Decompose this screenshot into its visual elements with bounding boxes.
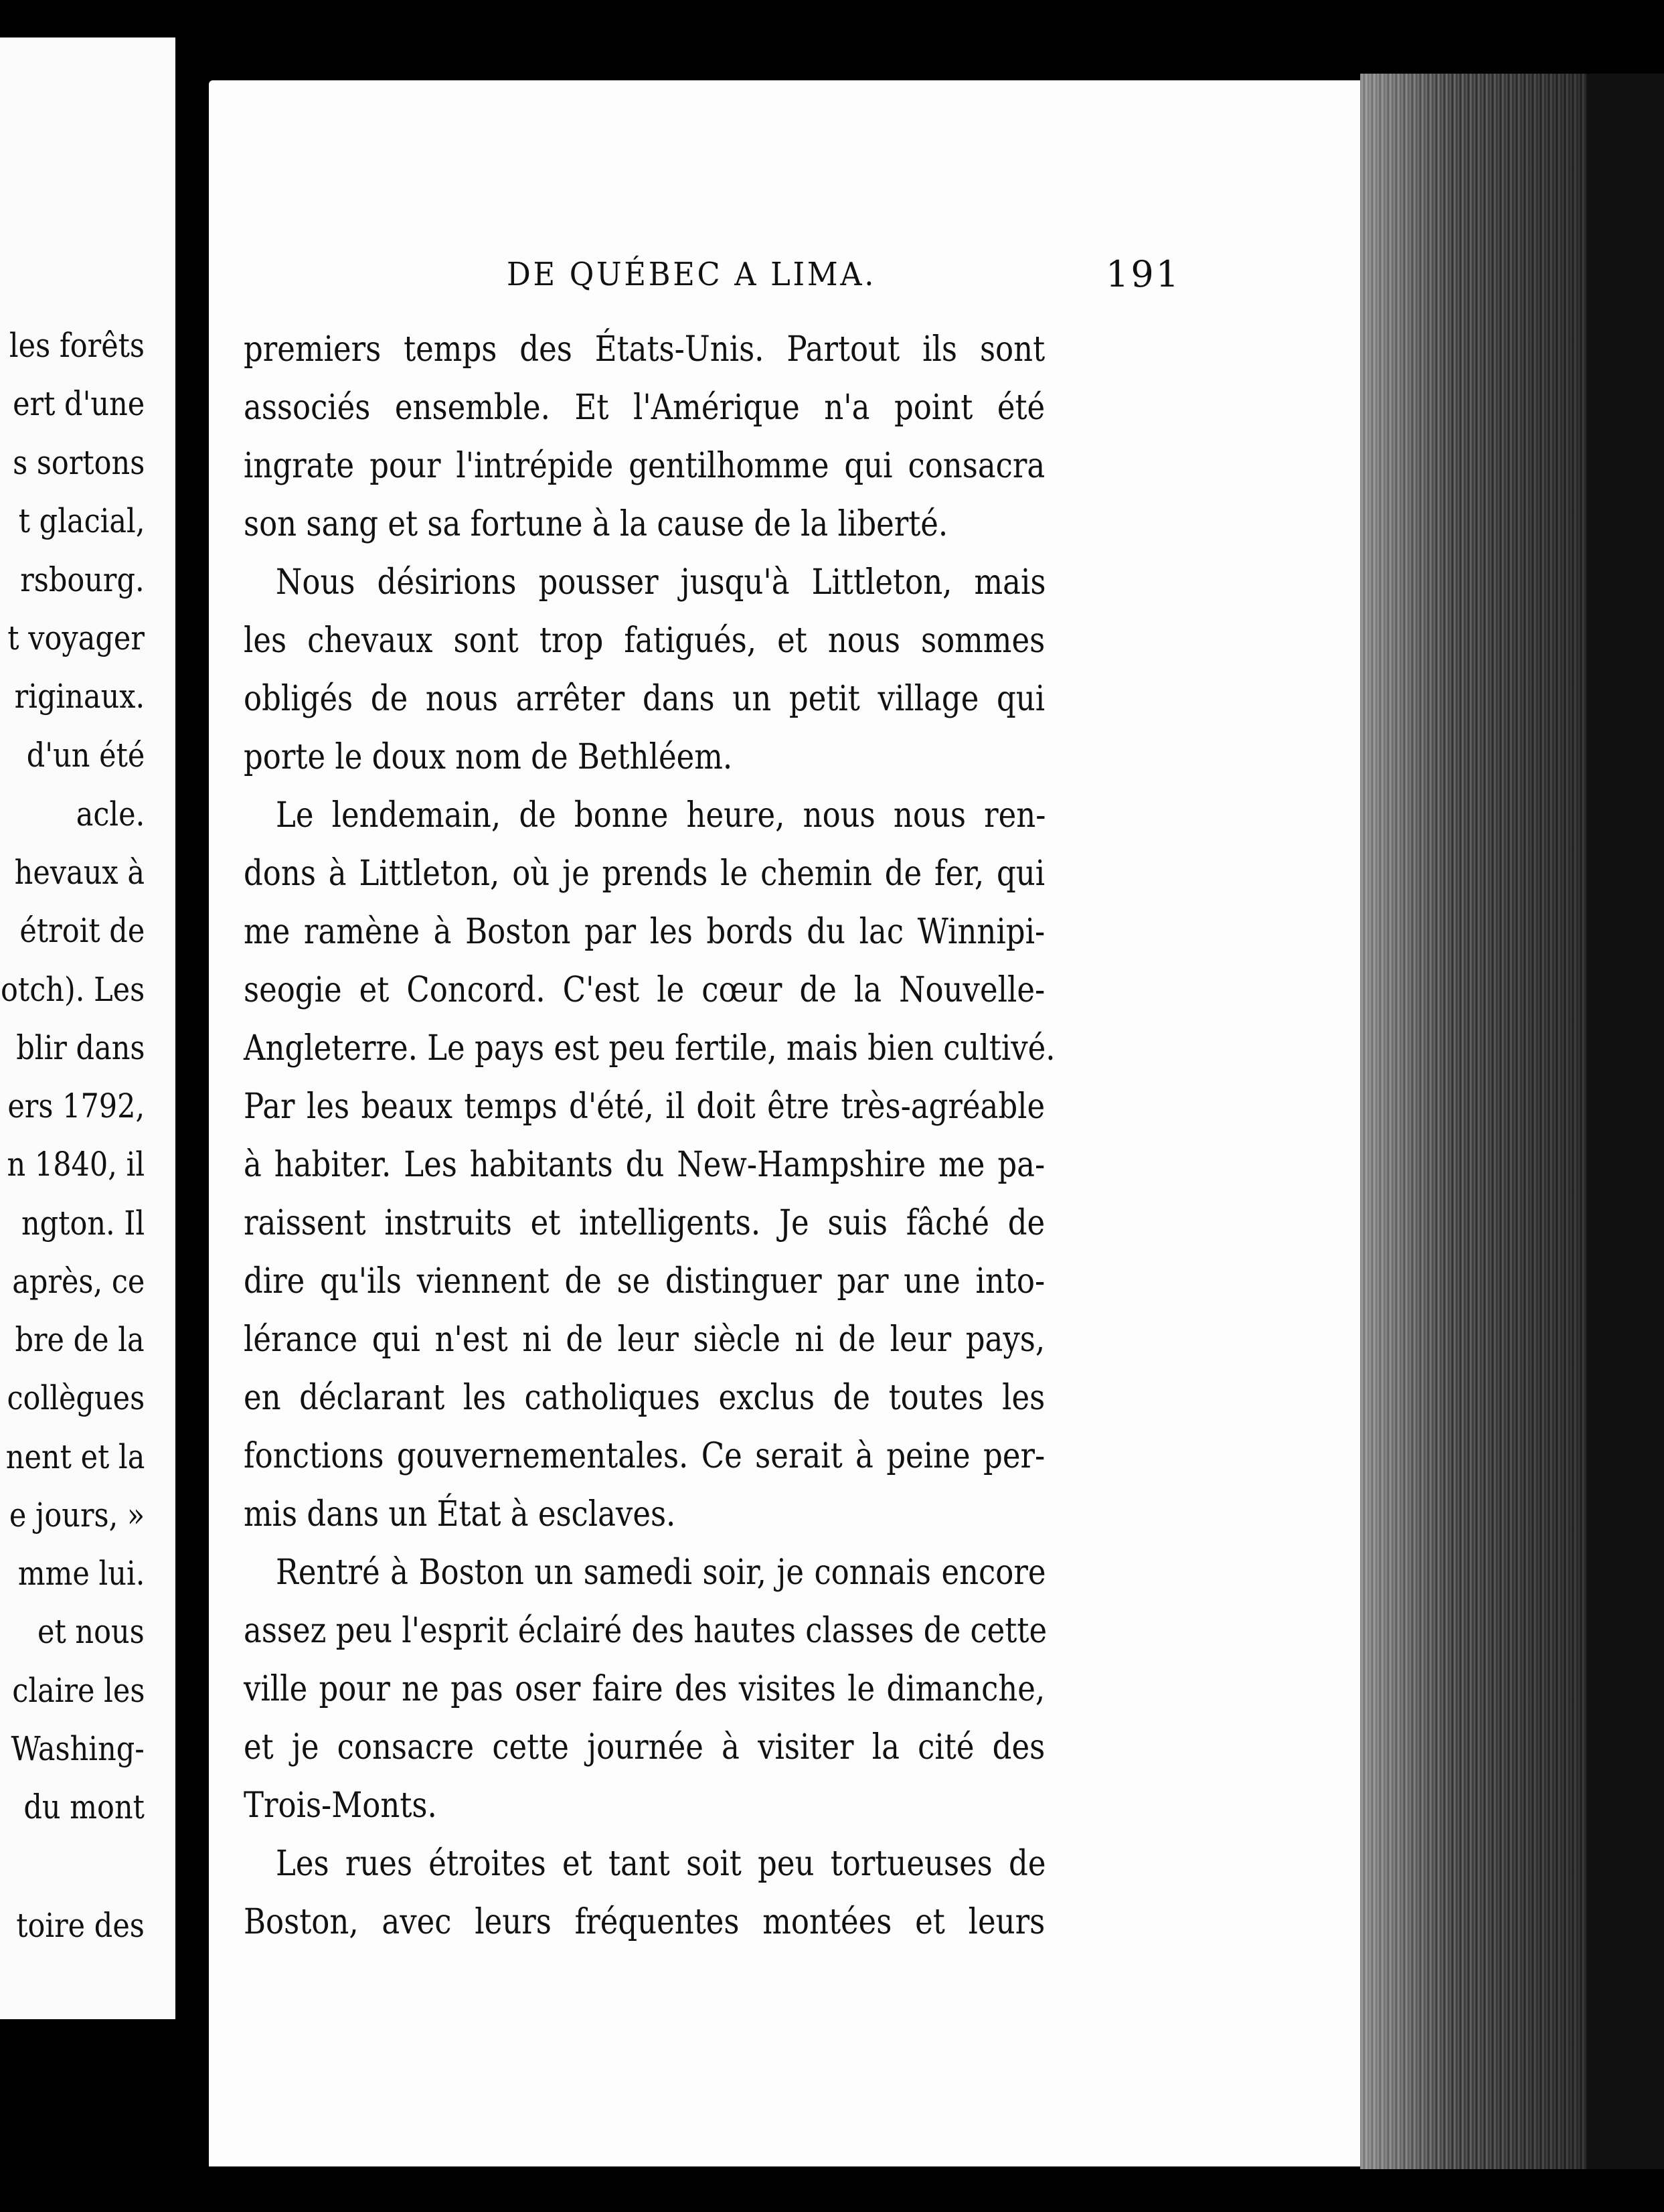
book-edge-shadow bbox=[1586, 74, 1664, 2169]
text-line: Par les beaux temps d'été, il doit être très-agréable bbox=[244, 1087, 1046, 1127]
text-line: Les rues étroites et tant soit peu tortueuses de bbox=[276, 1844, 1046, 1884]
text-line: lérance qui n'est ni de leur siècle ni de leur pays, bbox=[244, 1320, 1046, 1360]
text-line: dire qu'ils viennent de se distinguer par une into- bbox=[244, 1261, 1046, 1301]
page-number: 191 bbox=[1106, 253, 1181, 295]
text-line: les chevaux sont trop fatigués, et nous sommes bbox=[244, 621, 1046, 661]
text-line: raissent instruits et intelligents. Je suis fâché de bbox=[244, 1203, 1046, 1243]
text-line: Angleterre. Le pays est peu fertile, mais bien cultivé. bbox=[244, 1028, 1056, 1069]
text-line: et je consacre cette journée à visiter la cité des bbox=[244, 1727, 1046, 1767]
left-line-1: les forêts bbox=[9, 326, 145, 365]
left-line-28: toire des bbox=[16, 1906, 145, 1945]
left-line-12: otch). Les bbox=[0, 970, 145, 1009]
left-line-24: claire les bbox=[11, 1671, 145, 1710]
left-line-21: e jours, » bbox=[9, 1496, 145, 1534]
left-line-25: Washing- bbox=[11, 1729, 145, 1768]
left-line-11: étroit de bbox=[19, 911, 145, 950]
text-line: fonctions gouvernementales. Ce serait à peine per- bbox=[244, 1436, 1046, 1476]
left-line-8: d'un été bbox=[26, 736, 145, 775]
text-line: à habiter. Les habitants du New-Hampshire me pa- bbox=[244, 1145, 1046, 1185]
text-line: porte le doux nom de Bethléem. bbox=[244, 737, 733, 777]
text-line: mis dans un État à esclaves. bbox=[244, 1494, 676, 1534]
left-line-2: ert d'une bbox=[12, 384, 145, 423]
left-line-16: ngton. Il bbox=[21, 1204, 145, 1243]
text-line: ingrate pour l'intrépide gentilhomme qui consacra bbox=[244, 446, 1046, 486]
text-line: Trois-Monts. bbox=[244, 1786, 437, 1826]
left-line-18: bre de la bbox=[15, 1320, 145, 1359]
left-line-5: rsbourg. bbox=[20, 560, 145, 599]
text-line: obligés de nous arrêter dans un petit village qui bbox=[244, 679, 1046, 719]
left-line-14: ers 1792, bbox=[7, 1087, 145, 1125]
left-line-23: et nous bbox=[37, 1612, 145, 1651]
left-line-20: nent et la bbox=[5, 1437, 145, 1476]
text-line: premiers temps des États-Unis. Partout ils sont bbox=[244, 329, 1046, 370]
text-line: son sang et sa fortune à la cause de la liberté. bbox=[244, 504, 948, 544]
left-line-7: riginaux. bbox=[14, 677, 145, 716]
left-line-19: collègues bbox=[7, 1378, 145, 1417]
text-line: associés ensemble. Et l'Amérique n'a point été bbox=[244, 388, 1046, 428]
left-line-26: du mont bbox=[23, 1788, 145, 1826]
text-line: ville pour ne pas oser faire des visites le dimanche, bbox=[244, 1669, 1046, 1709]
left-line-6: t voyager bbox=[7, 619, 145, 657]
text-line: me ramène à Boston par les bords du lac Winnipi- bbox=[244, 912, 1046, 952]
text-line: Boston, avec leurs fréquentes montées et leurs bbox=[244, 1902, 1046, 1942]
text-line: en déclarant les catholiques exclus de toutes les bbox=[244, 1378, 1046, 1418]
left-page-fragment bbox=[0, 37, 175, 2019]
text-line: seogie et Concord. C'est le cœur de la Nouvelle- bbox=[244, 970, 1046, 1010]
left-line-15: n 1840, il bbox=[7, 1145, 145, 1184]
left-line-10: hevaux à bbox=[14, 853, 145, 892]
left-line-13: blir dans bbox=[15, 1028, 145, 1067]
left-line-3: s sortons bbox=[12, 443, 145, 482]
left-line-22: mme lui. bbox=[17, 1554, 145, 1593]
text-line: Le lendemain, de bonne heure, nous nous ren- bbox=[276, 795, 1046, 836]
left-line-17: après, ce bbox=[11, 1262, 145, 1301]
text-line: dons à Littleton, où je prends le chemin de fer, qui bbox=[244, 854, 1046, 894]
left-line-4: t glacial, bbox=[18, 501, 145, 540]
left-line-9: acle. bbox=[76, 795, 145, 834]
text-line: Rentré à Boston un samedi soir, je connais encore bbox=[276, 1553, 1046, 1593]
text-line: Nous désirions pousser jusqu'à Littleton, mais bbox=[276, 562, 1046, 603]
text-line: assez peu l'esprit éclairé des hautes classes de cette bbox=[244, 1611, 1048, 1651]
running-title: DE QUÉBEC A LIMA. bbox=[507, 256, 877, 293]
